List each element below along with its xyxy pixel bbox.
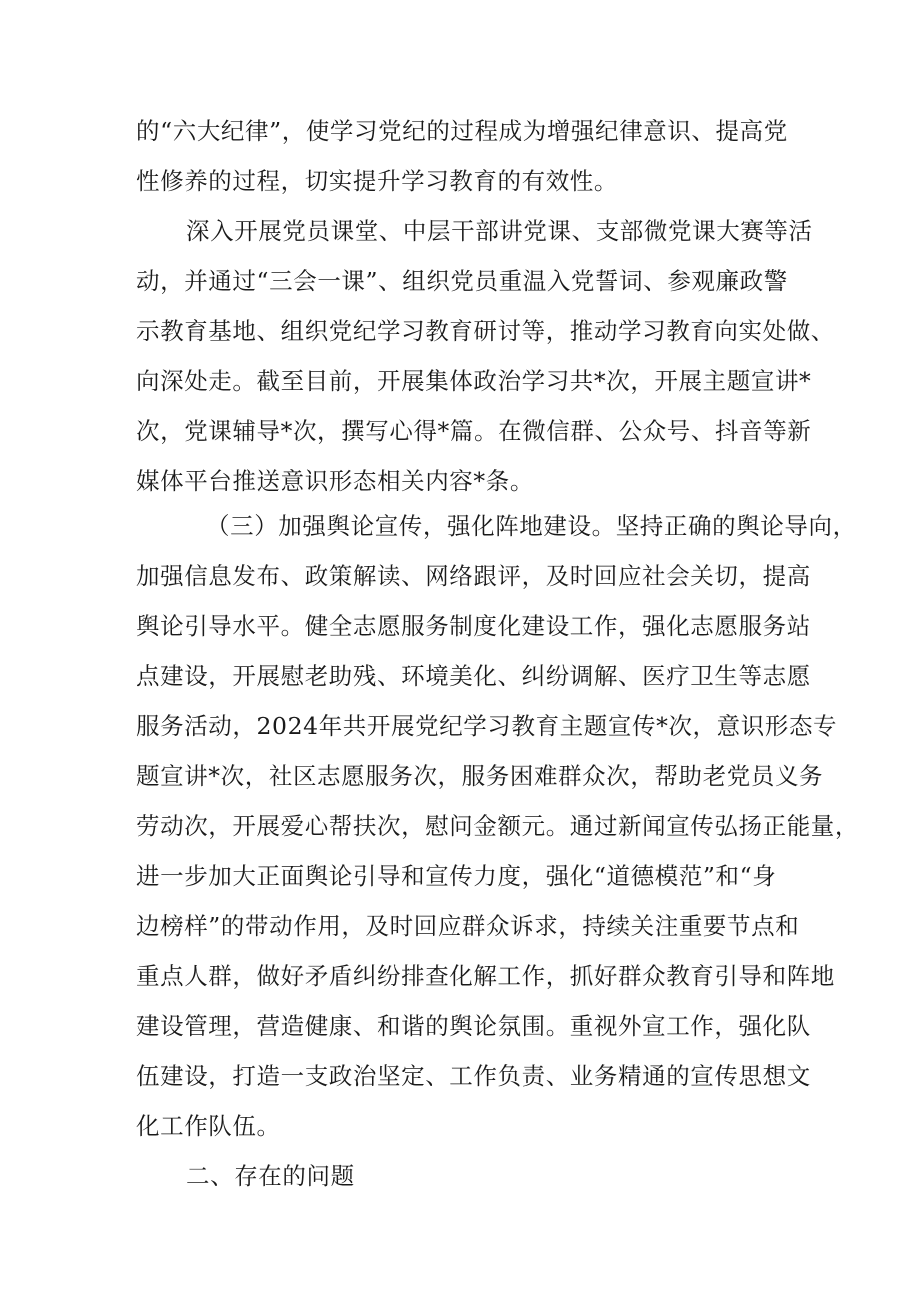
text-line: 点建设，开展慰老助残、环境美化、纠纷调解、医疗卫生等志愿: [136, 662, 811, 690]
text-line: 次，党课辅导*次，撰写心得*篇。在微信群、公众号、抖音等新: [136, 417, 812, 445]
section-heading-line: （三）加强舆论宣传，强化阵地建设。坚持正确的舆论导向，: [206, 512, 857, 540]
text-line: 重点人群，做好矛盾纠纷排查化解工作，抓好群众教育引导和阵地: [136, 962, 835, 990]
text-line: 进一步加大正面舆论引导和宣传力度，强化“道德模范”和“身: [136, 862, 777, 890]
text-line: 性修养的过程，切实提升学习教育的有效性。: [136, 167, 618, 195]
text-line: 的“六大纪律”，使学习党纪的过程成为增强纪律意识、提高党: [136, 117, 788, 145]
text-line: 媒体平台推送意识形态相关内容*条。: [136, 467, 534, 495]
paragraph-start-line: 深入开展党员课堂、中层干部讲党课、支部微党课大赛等活: [186, 217, 813, 245]
text-line: 劳动次，开展爱心帮扶次，慰问金额元。通过新闻宣传弘扬正能量，: [136, 812, 859, 840]
text-line: 化工作队伍。: [136, 1112, 281, 1140]
text-line: 动，并通过“三会一课”、组织党员重温入党誓词、参观廉政警: [136, 267, 788, 295]
text-line: 服务活动，2024年共开展党纪学习教育主题宣传*次，意识形态专: [136, 712, 838, 740]
text-line: 示教育基地、组织党纪学习教育研讨等，推动学习教育向实处做、: [136, 317, 835, 345]
section-heading: 二、存在的问题: [186, 1162, 355, 1190]
text-line: 舆论引导水平。健全志愿服务制度化建设工作，强化志愿服务站: [136, 612, 811, 640]
text-line: 题宣讲*次，社区志愿服务次，服务困难群众次，帮助老党员义务: [136, 762, 824, 790]
text-line: 伍建设，打造一支政治坚定、工作负责、业务精通的宣传思想文: [136, 1062, 811, 1090]
text-line: 向深处走。截至目前，开展集体政治学习共*次，开展主题宣讲*: [136, 367, 812, 395]
text-line: 边榜样”的带动作用，及时回应群众诉求，持续关注重要节点和: [136, 912, 800, 940]
text-line: 建设管理，营造健康、和谐的舆论氛围。重视外宣工作，强化队: [136, 1012, 811, 1040]
text-line: 加强信息发布、政策解读、网络跟评，及时回应社会关切，提高: [136, 562, 811, 590]
